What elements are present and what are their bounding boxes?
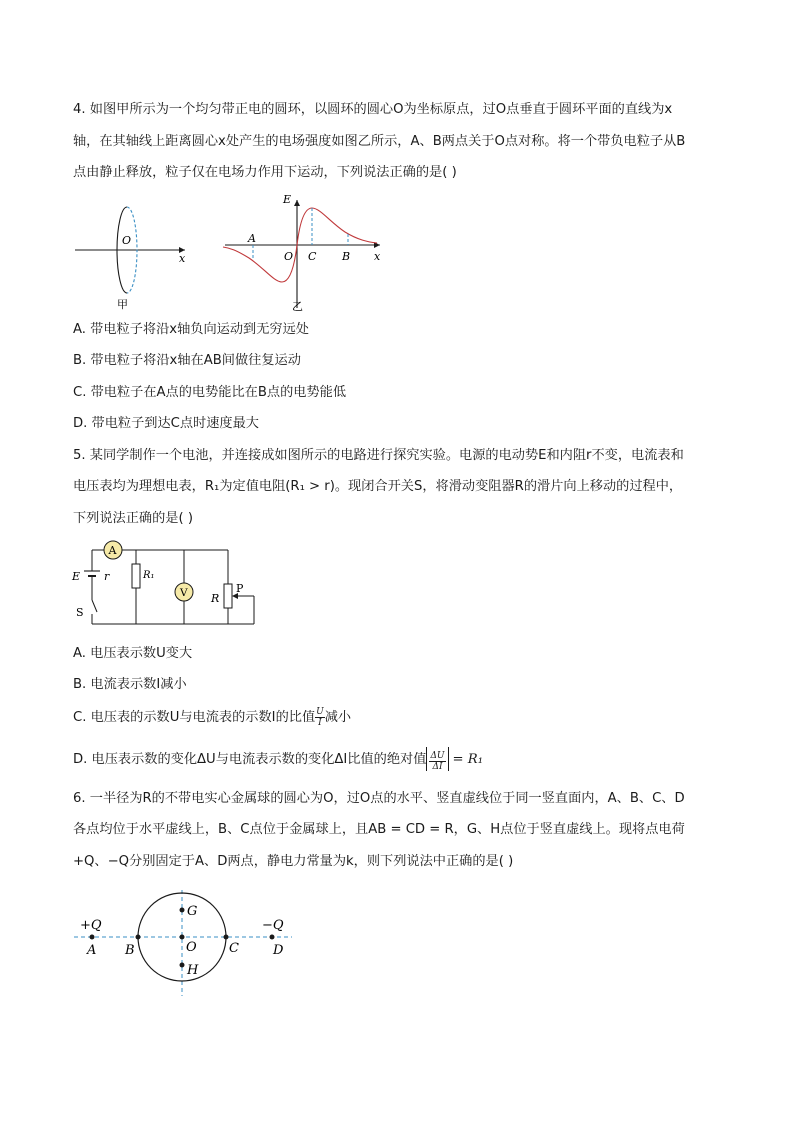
label-D: D <box>273 943 284 958</box>
q4-figure-yi <box>220 190 390 315</box>
point-B <box>136 935 141 940</box>
q5-option-c-tail: 减小 <box>324 710 352 725</box>
label-E: E <box>283 193 292 206</box>
q4-stem-line2: 轴，在其轴线上距离圆心x处产生的电场强度如图乙所示，A、B两点关于O点对称。将一个带负电粒子从B <box>73 134 686 149</box>
label-S: S <box>76 606 84 619</box>
q5-circuit-diagram <box>70 538 260 630</box>
q5-stem-line2: 电压表均为理想电表，R₁为定值电阻(R₁ > r)。现闭合开关S，将滑动变阻器R的滑片向上移动的过程中， <box>73 479 683 494</box>
absolute-value-bars <box>426 747 448 771</box>
q5-stem-line3: 下列说法正确的是( ) <box>73 511 193 526</box>
point-D <box>270 935 275 940</box>
label-C: C <box>229 941 239 956</box>
figure-caption-yi: 乙 <box>292 300 303 313</box>
label-minus-q: −Q <box>262 918 284 933</box>
q5-option-d-text: D. 电压表示数的变化ΔU与电流表示数的变化ΔI比值的绝对值 <box>73 752 427 767</box>
point-C <box>224 935 229 940</box>
label-O: O <box>186 940 197 955</box>
label-E: E <box>72 570 81 583</box>
q4-option-d: D. 带电粒子到达C点时速度最大 <box>73 416 259 431</box>
q5-option-c <box>73 703 351 733</box>
label-G: G <box>187 904 198 919</box>
q6-stem-line2: 各点均位于水平虚线上，B、C点位于金属球上，且AB = CD = R，G、H点位于竖直虚线上。现将点电荷 <box>73 822 685 837</box>
label-x: x <box>179 252 186 265</box>
q4-option-c: C. 带电粒子在A点的电势能比在B点的电势能低 <box>73 385 347 400</box>
label-A: A <box>87 943 97 958</box>
q4-stem-line1: 4. 如图甲所示为一个均匀带正电的圆环，以圆环的圆心O为坐标原点，过O点垂直于圆环平面的直线为x <box>73 102 673 117</box>
e-axis-arrow <box>294 200 300 206</box>
q4-stem-line3: 点由静止释放，粒子仅在电场力作用下运动，下列说法正确的是( ) <box>73 165 457 180</box>
q5-option-d <box>73 745 483 775</box>
label-R: R <box>211 592 220 605</box>
point-O <box>180 935 185 940</box>
q5-option-a: A. 电压表示数U变大 <box>73 646 193 661</box>
fraction-du-over-di: $\frac{\Delta U}{\Delta I}$ <box>430 750 445 772</box>
label-B: B <box>125 943 135 958</box>
label-plus-q: +Q <box>80 918 102 933</box>
point-H <box>180 963 185 968</box>
q5-option-c-text: C. 电压表的示数U与电流表的示数I的比值 <box>73 710 316 725</box>
label-H: H <box>187 963 199 978</box>
q6-stem-line3: +Q、−Q分别固定于A、D两点，静电力常量为k，则下列说法中正确的是( ) <box>73 854 514 869</box>
label-B: B <box>342 250 351 263</box>
q5-stem-line1: 5. 某同学制作一个电池，并连接成如图所示的电路进行探究实验。电源的电动势E和内阻r不变，电流表和 <box>73 448 684 463</box>
label-C: C <box>308 250 317 263</box>
q4-option-a: A. 带电粒子将沿x轴负向运动到无穷远处 <box>73 322 309 337</box>
label-O: O <box>284 250 294 263</box>
point-G <box>180 908 185 913</box>
label-x: x <box>374 250 381 263</box>
field-curve-right <box>297 208 377 245</box>
label-P: P <box>236 582 244 595</box>
q5-option-d-tail: = R₁ <box>452 752 483 767</box>
rheostat <box>224 584 232 608</box>
q5-option-b: B. 电流表示数I减小 <box>73 677 187 692</box>
fraction-u-over-i: $\frac{U}{I}$ <box>316 706 324 728</box>
label-r: r <box>104 570 110 583</box>
resistor-r1 <box>132 564 140 588</box>
point-A <box>90 935 95 940</box>
q6-stem-line1: 6. 一半径为R的不带电实心金属球的圆心为O，过O点的水平、竖直虚线位于同一竖直面内，A、B、C、D <box>73 791 685 806</box>
q4-option-b: B. 带电粒子将沿x轴在AB间做往复运动 <box>73 353 301 368</box>
switch-blade <box>92 600 97 612</box>
q4-figure-jia <box>70 200 200 315</box>
q6-sphere-figure <box>72 888 297 1000</box>
figure-caption-jia: 甲 <box>117 298 128 311</box>
ammeter-label: A <box>108 544 117 557</box>
label-A: A <box>248 232 256 245</box>
label-O: O <box>122 234 132 247</box>
label-r1: R₁ <box>143 570 155 581</box>
voltmeter-label: V <box>180 587 188 599</box>
